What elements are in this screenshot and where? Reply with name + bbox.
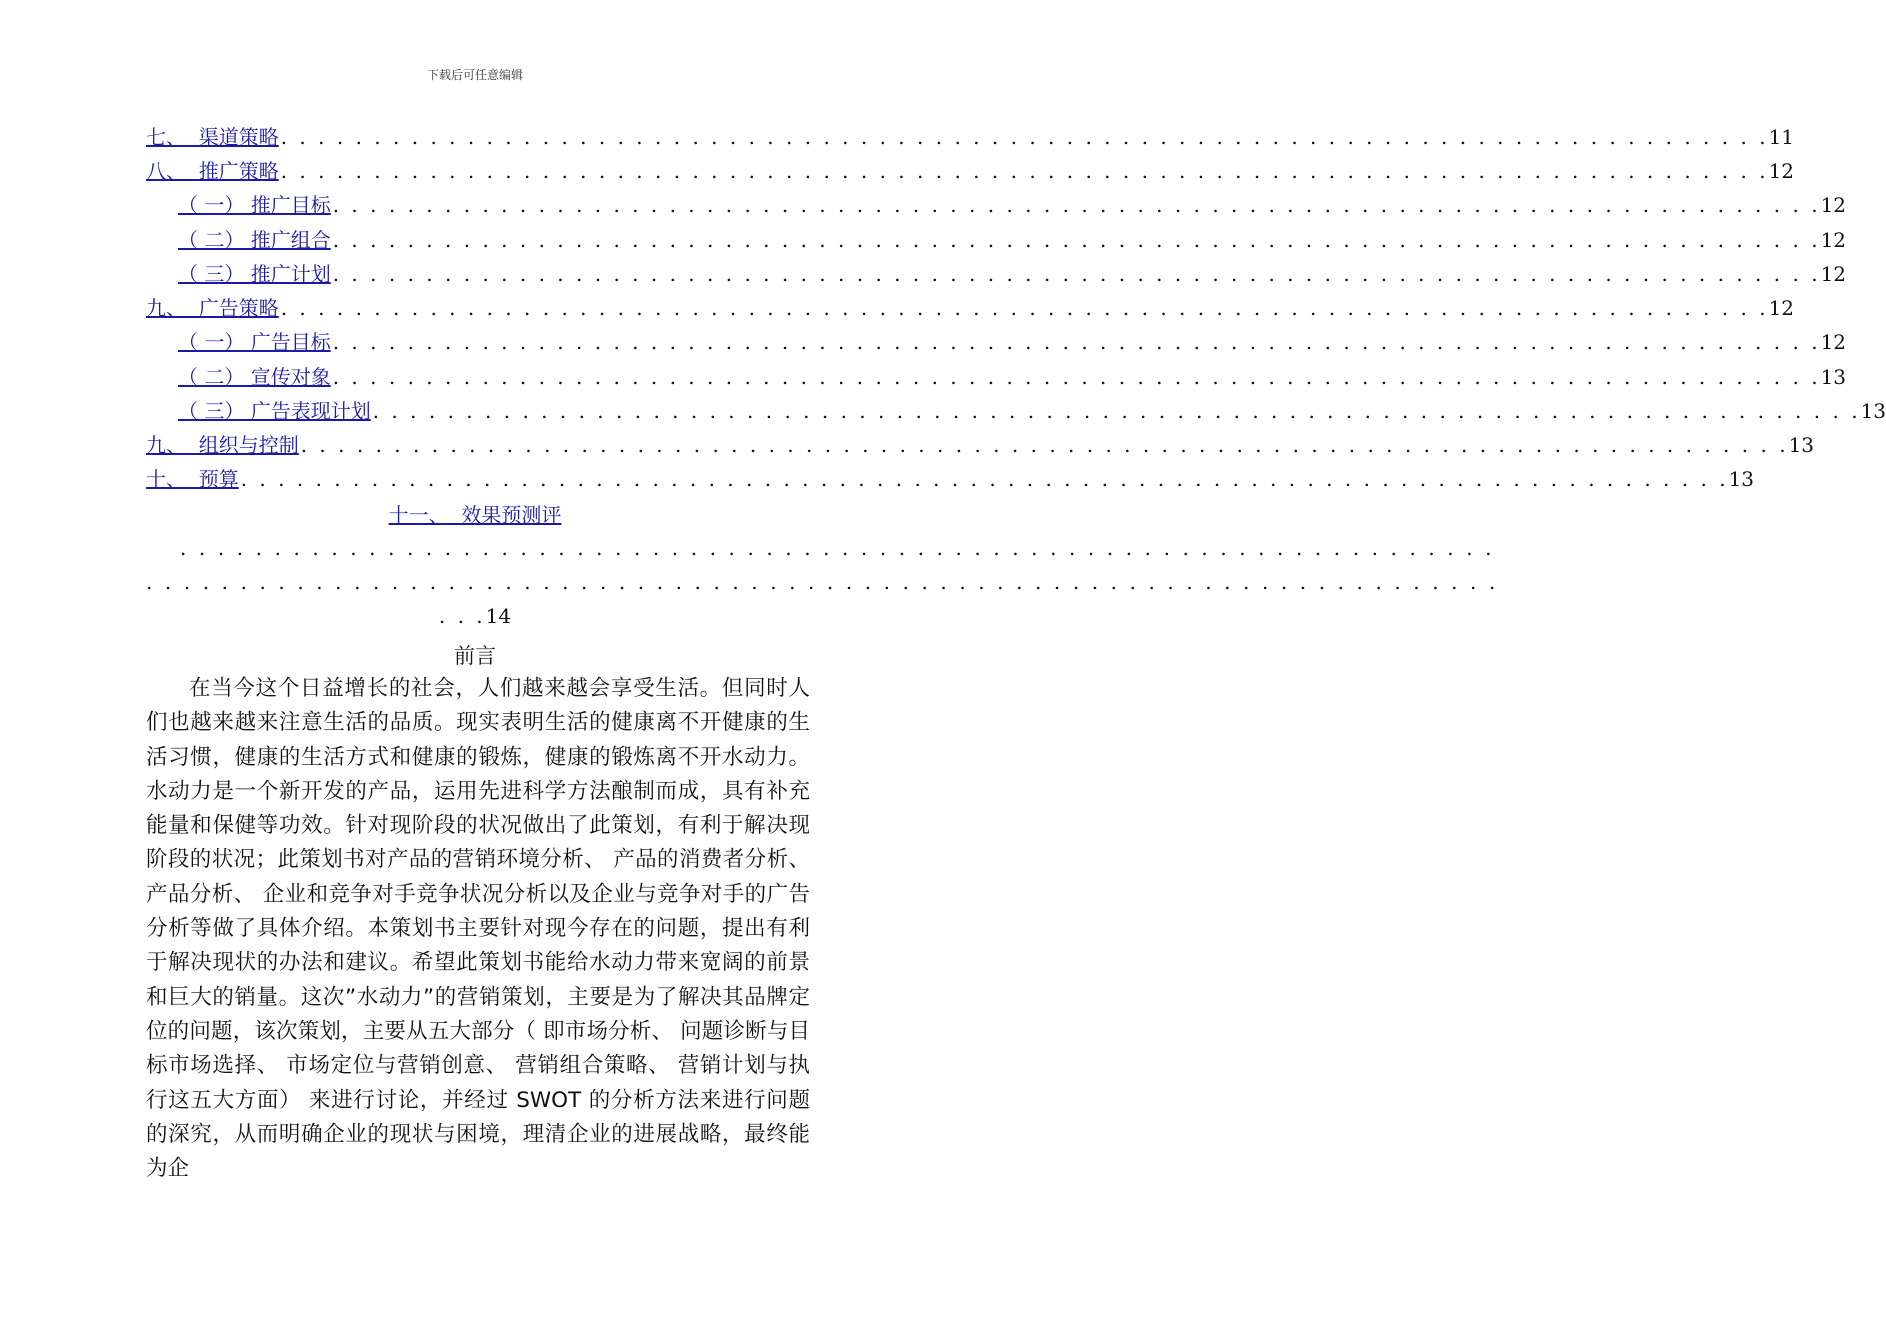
toc-leader-dots: . . . . . . . . . . . . . . . . . . . . . . . . . . . . . . . . . . . . . . . . . . . . . . . . . . . . . . . . . . . . . . . . . . . . . . . . . . . . . . . . (240, 467, 1729, 491)
toc-leader-dots: . . . . . . . . . . . . . . . . . . . . . . . . . . . . . . . . . . . . . . . . . . . . . . . . . . . . . . . . . . . . . . . . . . . . . . . . . . . . . . . . (280, 159, 1769, 183)
toc-page-number: 12 (1768, 296, 1795, 320)
toc-leader-dots: . . . . . . . . . . . . . . . . . . . . . . . . . . . . . . . . . . . . . . . . . . . . . . . . . . . . . . . . . . . . . . . . . . . . . . . . . . . . . . . . (300, 433, 1789, 457)
toc-page-number: 12 (1768, 159, 1795, 183)
toc-page-number: 11 (1768, 125, 1795, 149)
toc-page-number: 12 (1820, 330, 1847, 354)
toc-leader-dots: . . . . . . . . . . . . . . . . . . . . . . . . . . . . . . . . . . . . . . . . . . . . . . . . . . . . . . . . . . . . . . . . . . . . . . . . (146, 570, 1499, 594)
toc-link[interactable]: 八、 推广策略 (146, 159, 279, 183)
toc-leader-dots: . . . . . . . . . . . . . . . . . . . . . . . . . . . . . . . . . . . . . . . . . . . . . . . . . . . . . . . . . . . . . . . . . . . . . . . . . . . . . . . . (332, 330, 1821, 354)
toc-leader-dots: . . . . . . . . . . . . . . . . . . . . . . . . . . . . . . . . . . . . . . . . . . . . . . . . . . . . . . . . . . . . . . . . . . . . . . . . . . . . . . . . (280, 125, 1769, 149)
toc-link[interactable]: 十一、 效果预测评 (388, 503, 562, 527)
toc-entry[interactable] (178, 362, 1847, 392)
toc-link[interactable]: 七、 渠道策略 (146, 125, 279, 149)
toc-leader-dots: . . . . . . . . . . . . . . . . . . . . . . . . . . . . . . . . . . . . . . . . . . . . . . . . . . . . . . . . . . . . . . . . . . . . . . . . . . . . . . . . (332, 262, 1821, 286)
page-header: 下载后可任意编辑 (426, 68, 523, 82)
toc-entry[interactable] (146, 156, 1795, 186)
toc-leader-dots: . . . . . . . . . . . . . . . . . . . . . . . . . . . . . . . . . . . . . . . . . . . . . . . . . . . . . . . . . . . . . . . . . . . . . . . . . . . . . . . . (332, 228, 1821, 252)
toc-entry[interactable] (146, 293, 1795, 323)
toc-page-number: 12 (1820, 228, 1847, 252)
toc-leader-dots: . . . . . . . . . . . . . . . . . . . . . . . . . . . . . . . . . . . . . . . . . . . . . . . . . . . . . . . . . . . . . . . . . . . . . . . . . . . . . . . . (280, 296, 1769, 320)
toc-link[interactable]: （ 二） 推广组合 (178, 228, 331, 252)
toc-link[interactable]: 九、 广告策略 (146, 296, 279, 320)
toc-entry[interactable] (146, 464, 1755, 494)
toc-leader-dots: . . . . . . . . . . . . . . . . . . . . . . . . . . . . . . . . . . . . . . . . . . . . . . . . . . . . . . . . . . . . . . . . . . . . . . . . . . . . . . . . (372, 399, 1861, 423)
toc-page-number: 12 (1820, 193, 1847, 217)
toc-link[interactable]: （ 三） 推广计划 (178, 262, 331, 286)
toc-entry[interactable] (178, 190, 1847, 220)
toc-link[interactable]: （ 二） 宣传对象 (178, 365, 331, 389)
toc-link[interactable]: 十、 预算 (146, 467, 239, 491)
toc-leader-dots: . . . (438, 604, 486, 628)
section-title: 前言 (454, 644, 496, 668)
toc-leader-dots: . . . . . . . . . . . . . . . . . . . . . . . . . . . . . . . . . . . . . . . . . . . . . . . . . . . . . . . . . . . . . . . . . . . . . . (180, 536, 1495, 560)
toc-page-number: 12 (1820, 262, 1847, 286)
toc-page-number: 13 (1728, 467, 1755, 491)
toc-link[interactable]: （ 一） 推广目标 (178, 193, 331, 217)
toc-entry[interactable] (146, 430, 1815, 460)
toc-page-number: 13 (1820, 365, 1847, 389)
toc-entry[interactable] (178, 259, 1847, 289)
toc-entry[interactable] (178, 327, 1847, 357)
toc-page-number: 14 (485, 604, 512, 628)
toc-link[interactable]: （ 三） 广告表现计划 (178, 399, 371, 423)
toc-entry[interactable] (146, 122, 1795, 152)
toc-leader-dots: . . . . . . . . . . . . . . . . . . . . . . . . . . . . . . . . . . . . . . . . . . . . . . . . . . . . . . . . . . . . . . . . . . . . . . . . . . . . . . . . (332, 193, 1821, 217)
toc-leader-dots: . . . . . . . . . . . . . . . . . . . . . . . . . . . . . . . . . . . . . . . . . . . . . . . . . . . . . . . . . . . . . . . . . . . . . . . . . . . . . . . . (332, 365, 1821, 389)
toc-entry[interactable] (178, 396, 1886, 426)
toc-link[interactable]: 九、 组织与控制 (146, 433, 299, 457)
toc-entry-centered[interactable] (0, 500, 950, 530)
body-paragraph: 在当今这个日益增长的社会，人们越来越会享受生活。但同时人们也越来越来注意生活的品质。现实表明生活的健康离不开健康的生活习惯，健康的生活方式和健康的锻炼，健康的锻炼离不开水动力。水动力是一个新开发的产品，运用先进科学方法酿制而成，具有补充能量和保健等功效。针对现阶段的状况做出了此策划，有利于解决现阶段的状况；此策划书对产品的营销环境分析、 产品的消费者分析、 产品分析、 企业和竞争对手竞争状况分析以及企业与竞争对手的广告分析等做了具体介绍。本策划书主要针对现今存在的问题，提出有利于解决现状的办法和建议。希望此策划书能给水动力带来宽阔的前景和巨大的销量。这次”水动力”的营销策划，主要是为了解决其品牌定位的问题，该次策划，主要从五大部分（ 即市场分析、 问题诊断与目标市场选择、 市场定位与营销创意、 营销组合策略、 营销计划与执行这五大方面） 来进行讨论，并经过 SWOT 的分析方法来进行问题的深究，从而明确企业的现状与困境，理清企业的进展战略，最终能为企 (146, 676, 810, 1182)
toc-page-line (0, 604, 950, 628)
toc-page-number: 13 (1788, 433, 1815, 457)
toc-entry[interactable] (178, 225, 1847, 255)
toc-link[interactable]: （ 一） 广告目标 (178, 330, 331, 354)
toc-page-number: 13 (1860, 399, 1886, 423)
